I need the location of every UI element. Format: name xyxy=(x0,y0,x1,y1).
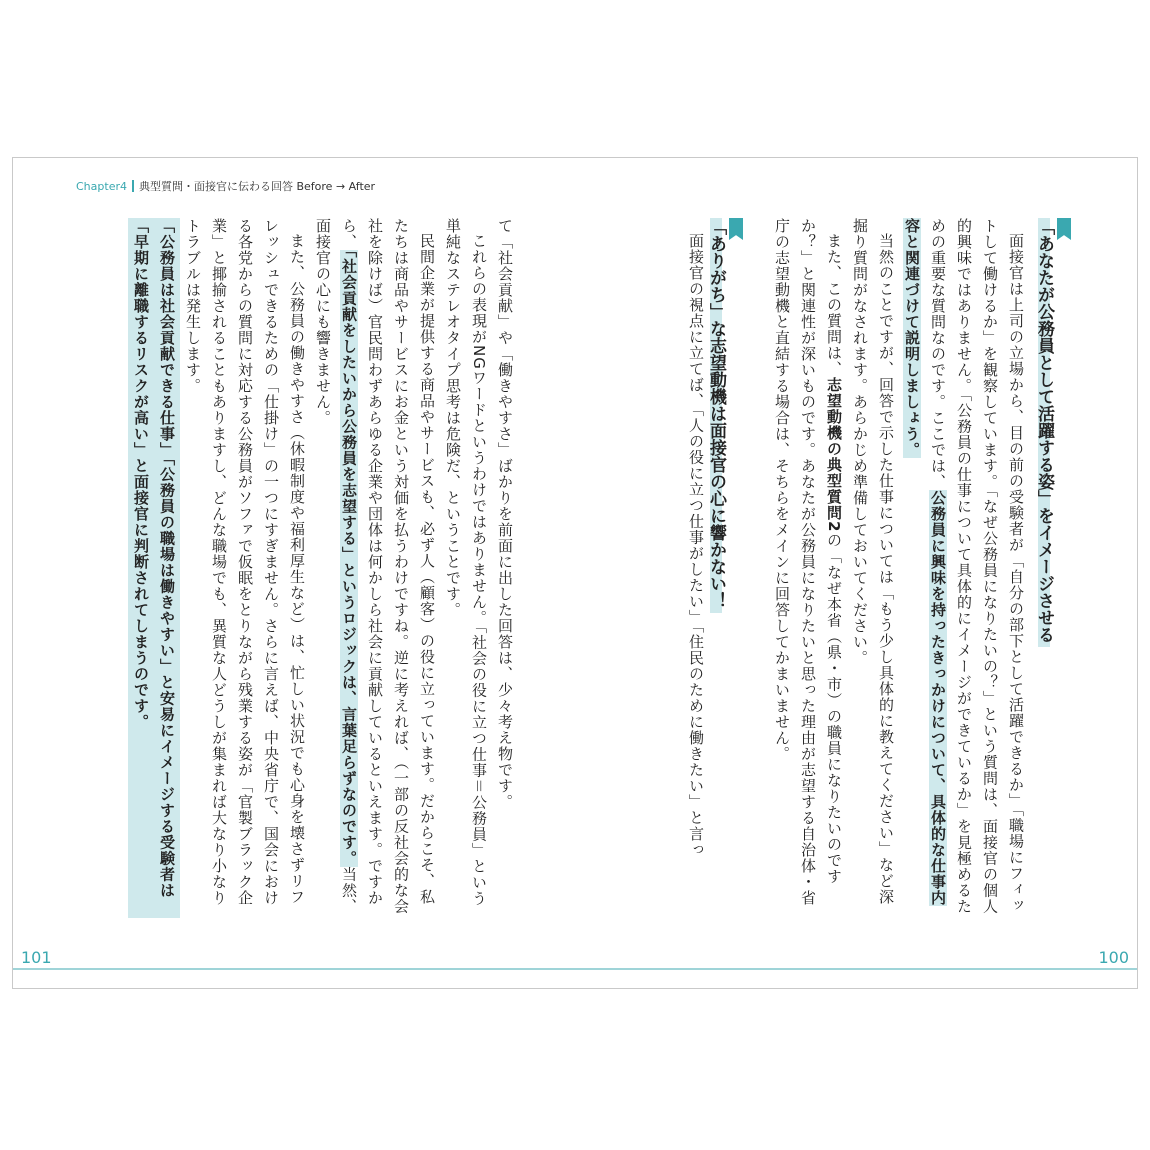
right-page xyxy=(576,158,1139,988)
paragraph xyxy=(899,218,1029,918)
section-heading xyxy=(1034,218,1071,938)
highlighted-text: 「社会貢献をしたいから公務員を志望する」というロジックは、言葉足らずなのです。 xyxy=(340,250,358,867)
paragraph-text: の「なぜ本省（県・市）の職員になりたいのですか？」と関連性が深いものです。あなたが公務員になりたいと思った理由が志望する自治体・省庁の志望動機と直結する場合は、そちらをメインに回答してかまいません。 xyxy=(773,218,843,906)
footer-rule xyxy=(13,968,1137,970)
paragraph xyxy=(310,218,440,918)
heading-tab-icon xyxy=(729,218,743,240)
heading-text: 「ありがち」な志望動機は面接官の心に響かない！ xyxy=(706,218,726,613)
highlighted-text: 公務員に興味を持ったきっかけについて、具体的な仕事内容と関連づけて説明しましょう。 xyxy=(903,218,947,906)
paragraph-text: 民間企業が提供する商品やサービスも、必ず人（顧客）の役に立っています。だからこそ、私たちは商品やサービスにお金という対価を払うわけですね。逆に考えれば、（一部の反社会的な会社を除けば）官民問わずあらゆる企業や団体は何かしら社会に貢献しているといえます。ですから、 xyxy=(340,218,436,915)
book-spread xyxy=(12,157,1138,989)
page-number: 100 xyxy=(1098,948,1129,967)
paragraph: 当然のことですが、回答で示した仕事については「もう少し具体的に教えてください」など深掘り質問がなされます。あらかじめ準備しておいてください。 xyxy=(851,218,895,905)
header-divider xyxy=(132,180,134,192)
paragraph-text: また、この質問は、 xyxy=(825,233,843,377)
heading-text: 「あなたが公務員として活躍する姿」をイメージさせる xyxy=(1034,218,1054,647)
paragraph: また、公務員の働きやすさ（休暇制度や福利厚生など）は、忙しい状況でも心身を壊さずリフレッシュできるための「仕掛け」の一つにすぎません。さらに言えば、中央省庁で、国会における各党からの質問に対応する公務員がソファで仮眠をとりながら残業する姿が「官製ブラック企業」と揶揄されることもありますし、どんな職場でも、異質な人どうしが集まれば大なり小なりトラブルは発生します。 xyxy=(184,218,306,906)
bold-text: 志望動機の典型質問2 xyxy=(825,377,843,533)
running-header xyxy=(76,178,375,194)
heading-tab-icon xyxy=(1057,218,1071,240)
paragraph xyxy=(769,218,847,918)
chapter-label: Chapter4 xyxy=(76,180,127,193)
left-page xyxy=(13,158,576,988)
paragraph-text: 当然、面接官の心にも響きません。 xyxy=(314,218,358,915)
paragraph: て「社会貢献」や「働きやすさ」ばかりを前面に出した回答は、少々考え物です。 xyxy=(496,218,514,810)
right-body-text xyxy=(759,218,1029,918)
chapter-title: 典型質問・面接官に伝わる回答 Before → After xyxy=(138,180,376,193)
page-number: 101 xyxy=(21,948,52,967)
left-body-text xyxy=(68,218,518,918)
section-heading xyxy=(706,218,743,938)
paragraph: 面接官の視点に立てば、「人の役に立つ仕事がしたい」「住民のために働きたい」と言っ xyxy=(687,233,705,858)
paragraph: これらの表現がNGワードというわけではありません。「社会の役に立つ仕事＝公務員」という単純なステレオタイプ思考は危険だ、ということです。 xyxy=(444,218,488,907)
highlighted-paragraph: 「公務員は社会貢献できる仕事」「公務員の職場は働きやすい」と安易にイメージする受験者は「早期に離職するリスクが高い」と面接官に判断されてしまうのです。 xyxy=(128,218,180,918)
right-body-text-end xyxy=(649,218,709,918)
paragraph-text: 面接官は上司の立場から、目の前の受験者が「自分の部下として活躍できるか」「職場にフィットして働けるか」を観察しています。「なぜ公務員になりたいの？」という質問は、面接官の個人的興味ではありません。「公務員の仕事について具体的にイメージができているか」を見極めるための重要な質問なのです。ここでは、 xyxy=(929,218,1025,915)
